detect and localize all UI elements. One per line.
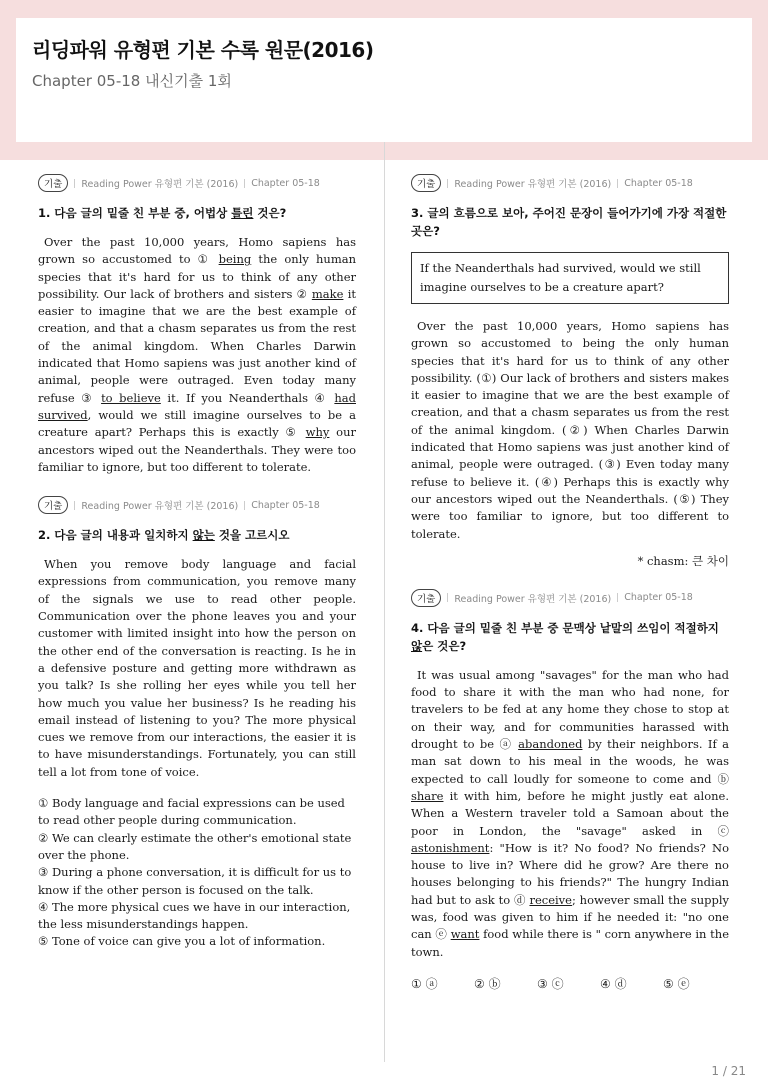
option-5[interactable]: ⑤ Tone of voice can give you a lot of information. bbox=[38, 934, 326, 949]
question-meta bbox=[411, 174, 729, 192]
question-4 bbox=[411, 589, 729, 992]
chapter-label: Chapter 05-18 bbox=[624, 177, 693, 189]
chapter-label: Chapter 05-18 bbox=[251, 177, 320, 189]
question-passage: Over the past 10,000 years, Homo sapiens has grown so accustomed to ① being the only human species that it's hard for us to think of any other possibility. Our lack of brothers and sisters ② make it easier to imagine that we are the best example of creation, and that a chasm separates us from the rest of the animal kingdom. When Charles Darwin indicated that Homo sapiens was just another kind of animal, people were outraged. Even today many refuse ③ to believe it. If you Neanderthals ④ had survived, would we still imagine ourselves to be a creature apart? Perhaps this is exactly ⑤ why our ancestors wiped out the Neanderthals. They were too familiar to ignore, but too different to tolerate. bbox=[38, 235, 356, 474]
separator bbox=[74, 501, 75, 510]
question-passage: It was usual among "savages" for the man who had food to share it with the man who had none, for travelers to be fed at any home they chose to stop at on their way, and for communities harassed with drought to be ⓐ abandoned by their neighbors. If a man sat down to his meal in the woods, he was expected to call loudly for someone to come and ⓑ share it with him, before he might justly eat alone. When a Western traveler told a Samoan about the poor in London, the "savage" asked in ⓒ astonishment: "How is it? No food? No friends? No house to live in? Where did he grow? Are there no houses belonging to his friends?" The hungry Indian had but to ask to ⓓ receive; however small the supply was, food was given to him if he needed it: "no one can ⓔ want food while there is " corn anywhere in the town. bbox=[411, 667, 730, 959]
choice-2[interactable]: ② ⓑ bbox=[474, 976, 501, 991]
source-label: Reading Power 유형편 기본 (2016) bbox=[81, 179, 239, 190]
separator bbox=[617, 593, 618, 602]
exam-badge: 기출 bbox=[411, 589, 441, 607]
question-title: 1. 다음 글의 밑줄 친 부분 중, 어법상 틀린 것은? bbox=[38, 206, 287, 220]
exam-badge: 기출 bbox=[38, 496, 68, 514]
chapter-label: Chapter 05-18 bbox=[251, 499, 320, 511]
exam-badge: 기출 bbox=[38, 174, 68, 192]
option-3[interactable]: ③ During a phone conversation, it is difficult for us to know if the other person is focused on the talk. bbox=[38, 865, 352, 897]
answer-choices bbox=[411, 975, 729, 992]
question-title: 3. 글의 흐름으로 보아, 주어진 문장이 들어가기에 가장 적절한 곳은? bbox=[411, 206, 727, 238]
separator bbox=[447, 179, 448, 188]
column-divider bbox=[384, 142, 385, 1062]
question-title: 2. 다음 글의 내용과 일치하지 않는 것을 고르시오 bbox=[38, 528, 290, 543]
source-label: Reading Power 유형편 기본 (2016) bbox=[454, 179, 612, 190]
question-3 bbox=[411, 174, 729, 569]
left-column bbox=[38, 174, 356, 971]
question-title: 4. 다음 글의 밑줄 친 부분 중 문맥상 낱말의 쓰임이 적절하지 않은 것은? bbox=[411, 620, 719, 653]
question-meta bbox=[38, 174, 356, 192]
page-number: 1 / 21 bbox=[711, 1064, 746, 1078]
right-column bbox=[411, 174, 729, 1012]
separator bbox=[244, 501, 245, 510]
separator bbox=[617, 179, 618, 188]
separator bbox=[74, 179, 75, 188]
question-passage: Over the past 10,000 years, Homo sapiens has grown so accustomed to being the only human species that it's hard for us to think of any other possibility. (①) Our lack of brothers and sisters makes it easier to imagine that we are the best example of creation, and that a chasm separates us from the rest of the animal kingdom. (②) When Charles Darwin indicated that Homo sapiens was just another kind of animal, people were outraged. (③) Even today many refuse to believe it. (④) Perhaps this is exactly why our ancestors wiped out the Neanderthals. (⑤) They were too familiar to ignore, but too different to tolerate. bbox=[411, 319, 729, 541]
separator bbox=[447, 593, 448, 602]
option-2[interactable]: ② We can clearly estimate the other's emotional state over the phone. bbox=[38, 830, 352, 862]
choice-5[interactable]: ⑤ ⓔ bbox=[663, 976, 690, 991]
option-4[interactable]: ④ The more physical cues we have in our interaction, the less misunderstandings happen. bbox=[38, 899, 351, 932]
choice-4[interactable]: ④ ⓓ bbox=[600, 976, 627, 991]
source-label: Reading Power 유형편 기본 (2016) bbox=[81, 501, 239, 513]
separator bbox=[244, 179, 245, 188]
document-subtitle: Chapter 05-18 내신기출 1회 bbox=[32, 72, 232, 90]
chapter-label: Chapter 05-18 bbox=[624, 592, 693, 604]
source-label: Reading Power 유형편 기본 (2016) bbox=[454, 593, 612, 605]
question-meta bbox=[38, 496, 356, 514]
question-passage: When you remove body language and facial expressions from communication, you remove many of the signals we use to read other people. Communication over the phone leaves you and your customer with limited insight into how the person on the other end of the conversation is reacting. Is he in a defensive posture and getting more withdrawn as you talk? Is she rolling her eyes while you tell her how much you value her business? Is he reading his email instead of listening to you? The more physical cues we remove from our interactions, the easier it is to have misunderstandings. Fortunately, you can still tell a lot from tone of voice. bbox=[38, 557, 356, 779]
footnote: * chasm: 큰 차이 bbox=[637, 553, 729, 568]
choice-3[interactable]: ③ ⓒ bbox=[537, 976, 564, 991]
exam-badge: 기출 bbox=[411, 174, 441, 192]
question-1 bbox=[38, 174, 356, 476]
question-meta bbox=[411, 589, 729, 607]
option-1[interactable]: ① Body language and facial expressions can be used to read other people during communication. bbox=[38, 796, 345, 828]
given-sentence-box: If the Neanderthals had survived, would we still imagine ourselves to be a creature apart? bbox=[411, 252, 729, 304]
choice-1[interactable]: ① ⓐ bbox=[411, 976, 438, 991]
question-2 bbox=[38, 496, 356, 951]
answer-options bbox=[38, 795, 356, 951]
document-title: 리딩파워 유형편 기본 수록 원문(2016) bbox=[32, 38, 374, 62]
